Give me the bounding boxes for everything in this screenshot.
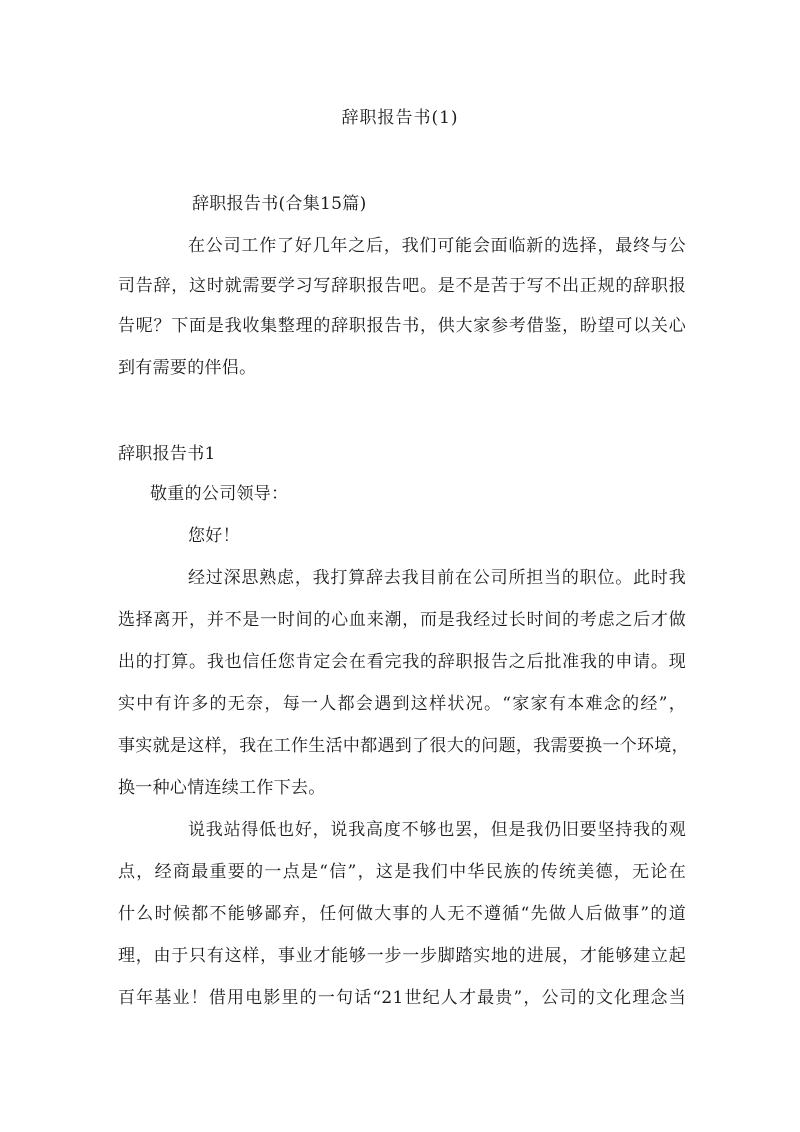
intro-line: 在公司工作了好几年之后，我们可能会面临新的选择，最终与公 bbox=[188, 236, 686, 256]
body-line: 出的打算。我也信任您肯定会在看完我的辞职报告之后批准我的申请。现 bbox=[118, 652, 686, 672]
body-line: 实中有许多的无奈，每一人都会遇到这样状况。“家家有本难念的经”， bbox=[118, 694, 686, 714]
body-line: 百年基业！借用电影里的一句话“21世纪人才最贵”，公司的文化理念当 bbox=[118, 988, 686, 1008]
body-line: 事实就是这样，我在工作生活中都遇到了很大的问题，我需要换一个环境， bbox=[118, 736, 689, 756]
intro-line: 到有需要的伴侣。 bbox=[118, 358, 257, 378]
intro-line: 告呢？下面是我收集整理的辞职报告书，供大家参考借鉴，盼望可以关心 bbox=[118, 316, 686, 336]
section-heading: 辞职报告书1 bbox=[118, 444, 216, 464]
body-line: 理，由于只有这样，事业才能够一步一步脚踏实地的进展，才能够建立起 bbox=[118, 946, 686, 966]
body-line: 换一种心情连续工作下去。 bbox=[118, 778, 326, 798]
body-line: 经过深思熟虑，我打算辞去我目前在公司所担当的职位。此时我 bbox=[188, 568, 686, 588]
salutation: 敬重的公司领导： bbox=[150, 484, 289, 504]
document-title: 辞职报告书(1) bbox=[341, 108, 459, 128]
body-line: 什么时候都不能够鄙弃，任何做大事的人无不遵循“先做人后做事”的道 bbox=[118, 904, 686, 924]
document-subtitle: 辞职报告书(合集15篇) bbox=[192, 194, 367, 214]
greeting: 您好！ bbox=[188, 526, 240, 546]
body-line: 点，经商最重要的一点是“信”，这是我们中华民族的传统美德，无论在 bbox=[118, 862, 686, 882]
body-line: 说我站得低也好，说我高度不够也罢，但是我仍旧要坚持我的观 bbox=[188, 820, 686, 840]
body-line: 选择离开，并不是一时间的心血来潮，而是我经过长时间的考虑之后才做 bbox=[118, 610, 686, 630]
intro-line: 司告辞，这时就需要学习写辞职报告吧。是不是苦于写不出正规的辞职报 bbox=[118, 276, 686, 296]
